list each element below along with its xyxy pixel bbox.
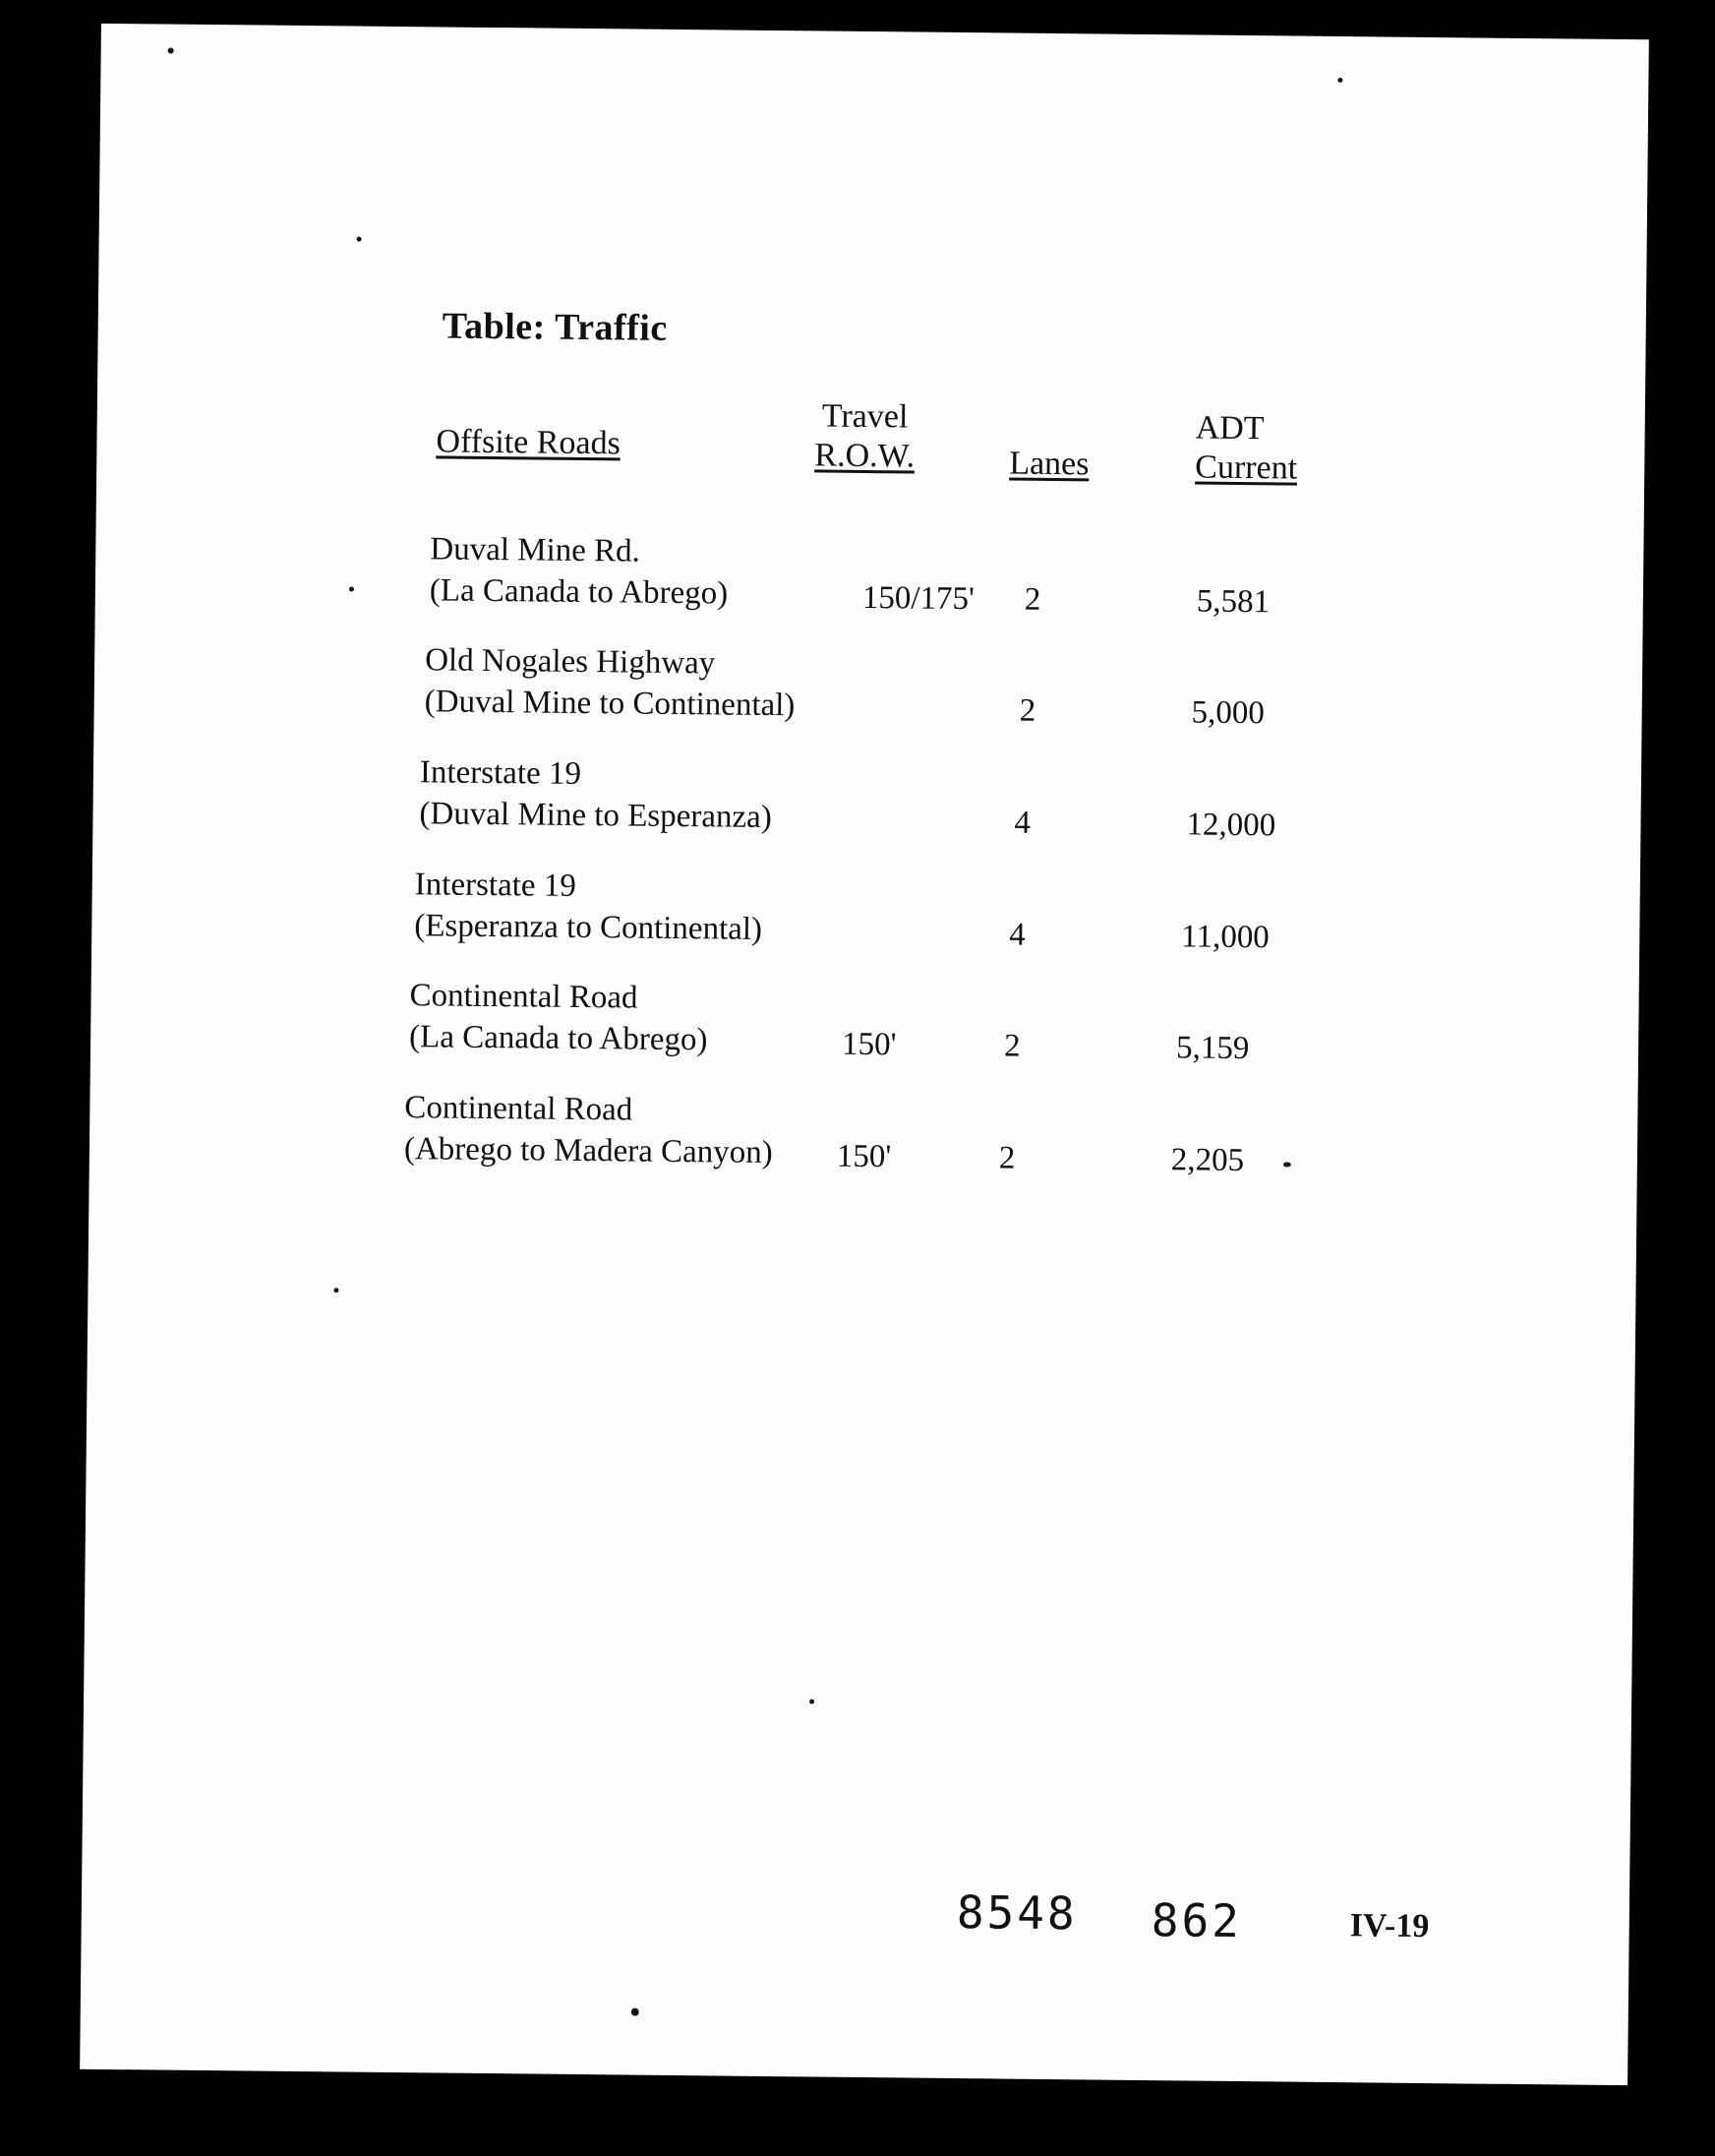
header-travel-label: Travel [821, 397, 909, 436]
table-row [91, 861, 1640, 965]
road-segment: (La Canada to Abrego) [429, 572, 729, 612]
road-name: Interstate 19 [419, 754, 582, 792]
scan-speck [333, 1288, 338, 1292]
lanes-cell: 2 [1019, 692, 1036, 729]
road-name: Interstate 19 [414, 867, 576, 904]
road-cell [404, 1087, 774, 1173]
row-width-cell: 150/175' [861, 579, 976, 618]
road-segment: (Abrego to Madera Canyon) [403, 1131, 773, 1171]
scan-speck [357, 237, 362, 242]
lanes-cell: 2 [1003, 1028, 1021, 1064]
road-name: Duval Mine Rd. [430, 531, 641, 569]
adt-cell: 12,000 [1186, 807, 1276, 844]
row-width-cell: 150' [836, 1138, 892, 1175]
scan-speck [349, 586, 354, 591]
scan-speck [168, 48, 174, 54]
document-page [80, 24, 1649, 2085]
scan-speck [809, 1699, 814, 1704]
adt-cell: 5,000 [1191, 694, 1266, 732]
header-travel-row [814, 396, 916, 476]
road-segment: (Duval Mine to Esperanza) [419, 796, 772, 835]
table-title: Table: Traffic [442, 305, 668, 349]
road-segment: (Duval Mine to Continental) [424, 684, 796, 724]
road-cell [414, 864, 763, 950]
road-cell [409, 975, 708, 1060]
table-row [93, 636, 1642, 741]
lanes-cell: 4 [1014, 805, 1032, 841]
scan-speck [631, 2008, 639, 2016]
row-width-cell: 150' [841, 1026, 897, 1063]
page-number: IV-19 [1349, 1907, 1430, 1946]
header-adt-label: ADT [1195, 409, 1265, 448]
lanes-cell: 4 [1009, 917, 1026, 953]
header-row-label: R.O.W. [814, 437, 916, 475]
adt-cell: 5,159 [1175, 1030, 1250, 1067]
adt-cell: 5,581 [1196, 583, 1271, 621]
table-row [89, 1084, 1638, 1188]
header-lanes: Lanes [1009, 445, 1090, 483]
footer-number-862: 862 [1151, 1893, 1243, 1948]
road-name: Old Nogales Highway [424, 642, 716, 682]
road-cell [419, 751, 772, 838]
road-cell [430, 528, 729, 614]
header-current-label: Current [1195, 449, 1298, 487]
header-adt [1195, 408, 1298, 488]
road-cell [425, 639, 797, 726]
adt-cell: 2,205 [1170, 1142, 1245, 1179]
road-name: Continental Road [409, 978, 638, 1016]
table-row [90, 972, 1639, 1076]
table-row [95, 525, 1644, 629]
road-segment: (La Canada to Abrego) [408, 1019, 708, 1058]
scan-speck [1337, 78, 1342, 83]
lanes-cell: 2 [998, 1140, 1016, 1176]
adt-cell: 11,000 [1181, 919, 1270, 956]
road-segment: (Esperanza to Continental) [414, 908, 763, 947]
footer-number-8548: 8548 [956, 1886, 1078, 1941]
scan-speck [1283, 1162, 1291, 1167]
road-name: Continental Road [404, 1090, 633, 1128]
table-row [92, 749, 1641, 853]
header-offsite-roads: Offsite Roads [436, 423, 621, 462]
lanes-cell: 2 [1024, 581, 1041, 618]
